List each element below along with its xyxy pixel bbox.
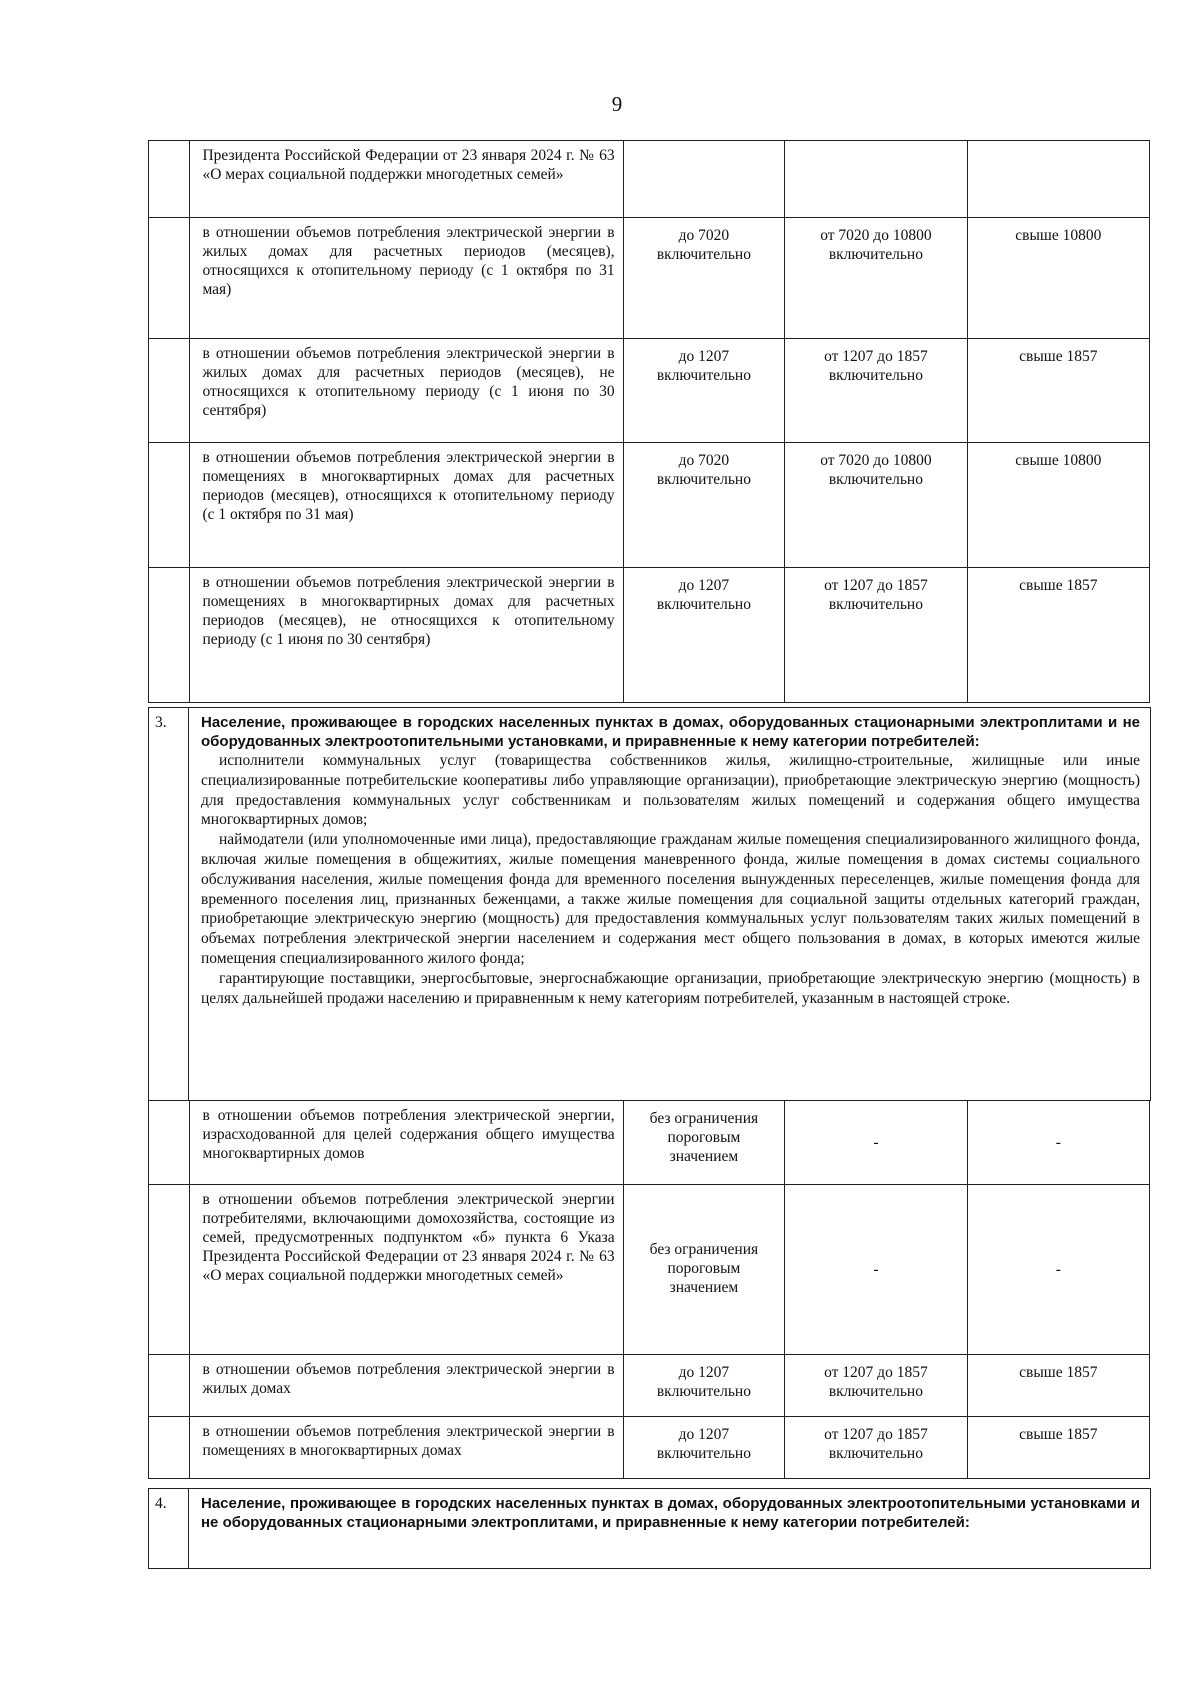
- threshold-first-range: до 7020 включительно: [623, 218, 785, 339]
- tariff-table-part1: [148, 140, 1150, 703]
- table-row: [149, 1355, 1150, 1417]
- table-row: [149, 1417, 1150, 1479]
- section-heading: Население, проживающее в городских населенных пунктах в домах, оборудованных электроотопительными установками и не оборудованных стационарными электроплитами, и приравненные к нему категории потребителей:: [201, 1495, 1140, 1531]
- threshold-third-range: свыше 1857: [967, 1417, 1149, 1479]
- threshold-second-range: от 1207 до 1857 включительно: [785, 568, 967, 703]
- section-number: 4.: [149, 1489, 189, 1569]
- threshold-third-range: свыше 1857: [967, 1355, 1149, 1417]
- table-row: [149, 1185, 1150, 1355]
- row-number-cell: [149, 141, 190, 218]
- table-row: [149, 141, 1150, 218]
- row-number-cell: [149, 568, 190, 703]
- tariff-table-part2: [148, 1100, 1150, 1479]
- row-description: в отношении объемов потребления электрической энергии в помещениях в многоквартирных домах для расчетных периодов (месяцев), не относящихся к отопительному периоду (с 1 июня по 30 сентября): [190, 568, 623, 703]
- threshold-first-range: до 7020 включительно: [623, 443, 785, 568]
- threshold-first-range: без ограничения пороговым значением: [623, 1101, 785, 1185]
- table-row: [149, 708, 1151, 1101]
- row-number-cell: [149, 1101, 190, 1185]
- table-row: [149, 218, 1150, 339]
- section-3-table: [148, 707, 1151, 1101]
- threshold-second-range: -: [785, 1101, 967, 1185]
- row-number-cell: [149, 218, 190, 339]
- row-description: в отношении объемов потребления электрической энергии в жилых домах для расчетных периодов (месяцев), не относящихся к отопительному периоду (с 1 июня по 30 сентября): [190, 339, 623, 443]
- section-4-table: [148, 1488, 1151, 1569]
- threshold-second-range: от 7020 до 10800 включительно: [785, 443, 967, 568]
- threshold-second-range: от 1207 до 1857 включительно: [785, 1417, 967, 1479]
- row-number-cell: [149, 1417, 190, 1479]
- row-number-cell: [149, 339, 190, 443]
- page-number: 9: [611, 92, 623, 116]
- row-description: в отношении объемов потребления электрической энергии в жилых домах для расчетных периодов (месяцев), относящихся к отопительному периоду (с 1 октября по 31 мая): [190, 218, 623, 339]
- section-number: 3.: [149, 708, 189, 1101]
- row-description: Президента Российской Федерации от 23 января 2024 г. № 63 «О мерах социальной поддержки многодетных семей»: [190, 141, 623, 218]
- table-row: [149, 1489, 1151, 1569]
- table-row: [149, 443, 1150, 568]
- row-description: в отношении объемов потребления электрической энергии потребителями, включающими домохозяйства, состоящие из семей, предусмотренных подпунктом «б» пункта 6 Указа Президента Российской Федерации от 23 января 2024 г. № 63 «О мерах социальной поддержки многодетных семей»: [190, 1185, 623, 1355]
- threshold-first-range: до 1207 включительно: [623, 1355, 785, 1417]
- threshold-first-range: [623, 141, 785, 218]
- row-number-cell: [149, 1185, 190, 1355]
- threshold-second-range: от 1207 до 1857 включительно: [785, 339, 967, 443]
- threshold-first-range: без ограничения пороговым значением: [623, 1185, 785, 1355]
- row-number-cell: [149, 1355, 190, 1417]
- threshold-first-range: до 1207 включительно: [623, 568, 785, 703]
- threshold-third-range: свыше 1857: [967, 568, 1149, 703]
- threshold-second-range: -: [785, 1185, 967, 1355]
- threshold-third-range: [967, 141, 1149, 218]
- threshold-third-range: свыше 10800: [967, 443, 1149, 568]
- row-number-cell: [149, 443, 190, 568]
- table-row: [149, 1101, 1150, 1185]
- table-row: [149, 339, 1150, 443]
- threshold-second-range: от 1207 до 1857 включительно: [785, 1355, 967, 1417]
- row-description: в отношении объемов потребления электрической энергии в помещениях в многоквартирных домах: [190, 1417, 623, 1479]
- section-3-content: [189, 708, 1151, 1101]
- threshold-first-range: до 1207 включительно: [623, 339, 785, 443]
- section-4-content: [189, 1489, 1151, 1569]
- threshold-third-range: свыше 10800: [967, 218, 1149, 339]
- threshold-third-range: -: [967, 1101, 1149, 1185]
- threshold-first-range: до 1207 включительно: [623, 1417, 785, 1479]
- section-heading: Население, проживающее в городских населенных пунктах в домах, оборудованных стационарными электроплитами и не оборудованных электроотопительными установками, и приравненные к нему категории потребителей:: [201, 714, 1140, 750]
- section-paragraph: исполнители коммунальных услуг (товарищества собственников жилья, жилищно-строительные, жилищные или иные специализированные потребительские кооперативы либо управляющие организации), приобретающие электрическую энергию (мощность) для предоставления коммунальных услуг собственникам и пользователям жилых помещений и содержания общего имущества многоквартирных домов;: [201, 752, 1140, 829]
- threshold-third-range: свыше 1857: [967, 339, 1149, 443]
- row-description: в отношении объемов потребления электрической энергии в помещениях в многоквартирных домах для расчетных периодов (месяцев), относящихся к отопительному периоду (с 1 октября по 31 мая): [190, 443, 623, 568]
- section-paragraph: гарантирующие поставщики, энергосбытовые, энергоснабжающие организации, приобретающие электрическую энергию (мощность) в целях дальнейшей продажи населению и приравненным к нему категориям потребителей, указанным в настоящей строке.: [201, 969, 1140, 1007]
- row-description: в отношении объемов потребления электрической энергии, израсходованной для целей содержания общего имущества многоквартирных домов: [190, 1101, 623, 1185]
- threshold-second-range: [785, 141, 967, 218]
- table-row: [149, 568, 1150, 703]
- row-description: в отношении объемов потребления электрической энергии в жилых домах: [190, 1355, 623, 1417]
- threshold-third-range: -: [967, 1185, 1149, 1355]
- threshold-second-range: от 7020 до 10800 включительно: [785, 218, 967, 339]
- section-paragraph: наймодатели (или уполномоченные ими лица), предоставляющие гражданам жилые помещения специализированного жилищного фонда, включая жилые помещения в общежитиях, жилые помещения маневренного фонда, жилые помещения в домах системы социального обслуживания населения, жилые помещения фонда для временного поселения вынужденных переселенцев, жилые помещения фонда для временного поселения лиц, признанных беженцами, а также жилые помещения для социальной защиты отдельных категорий граждан, приобретающие электрическую энергию (мощность) для предоставления коммунальных услуг пользователям таких жилых помещений в объемах потребления электрической энергии населением и содержания мест общего пользования в домах, в которых имеются жилые помещения специализированного жилого фонда;: [201, 831, 1140, 967]
